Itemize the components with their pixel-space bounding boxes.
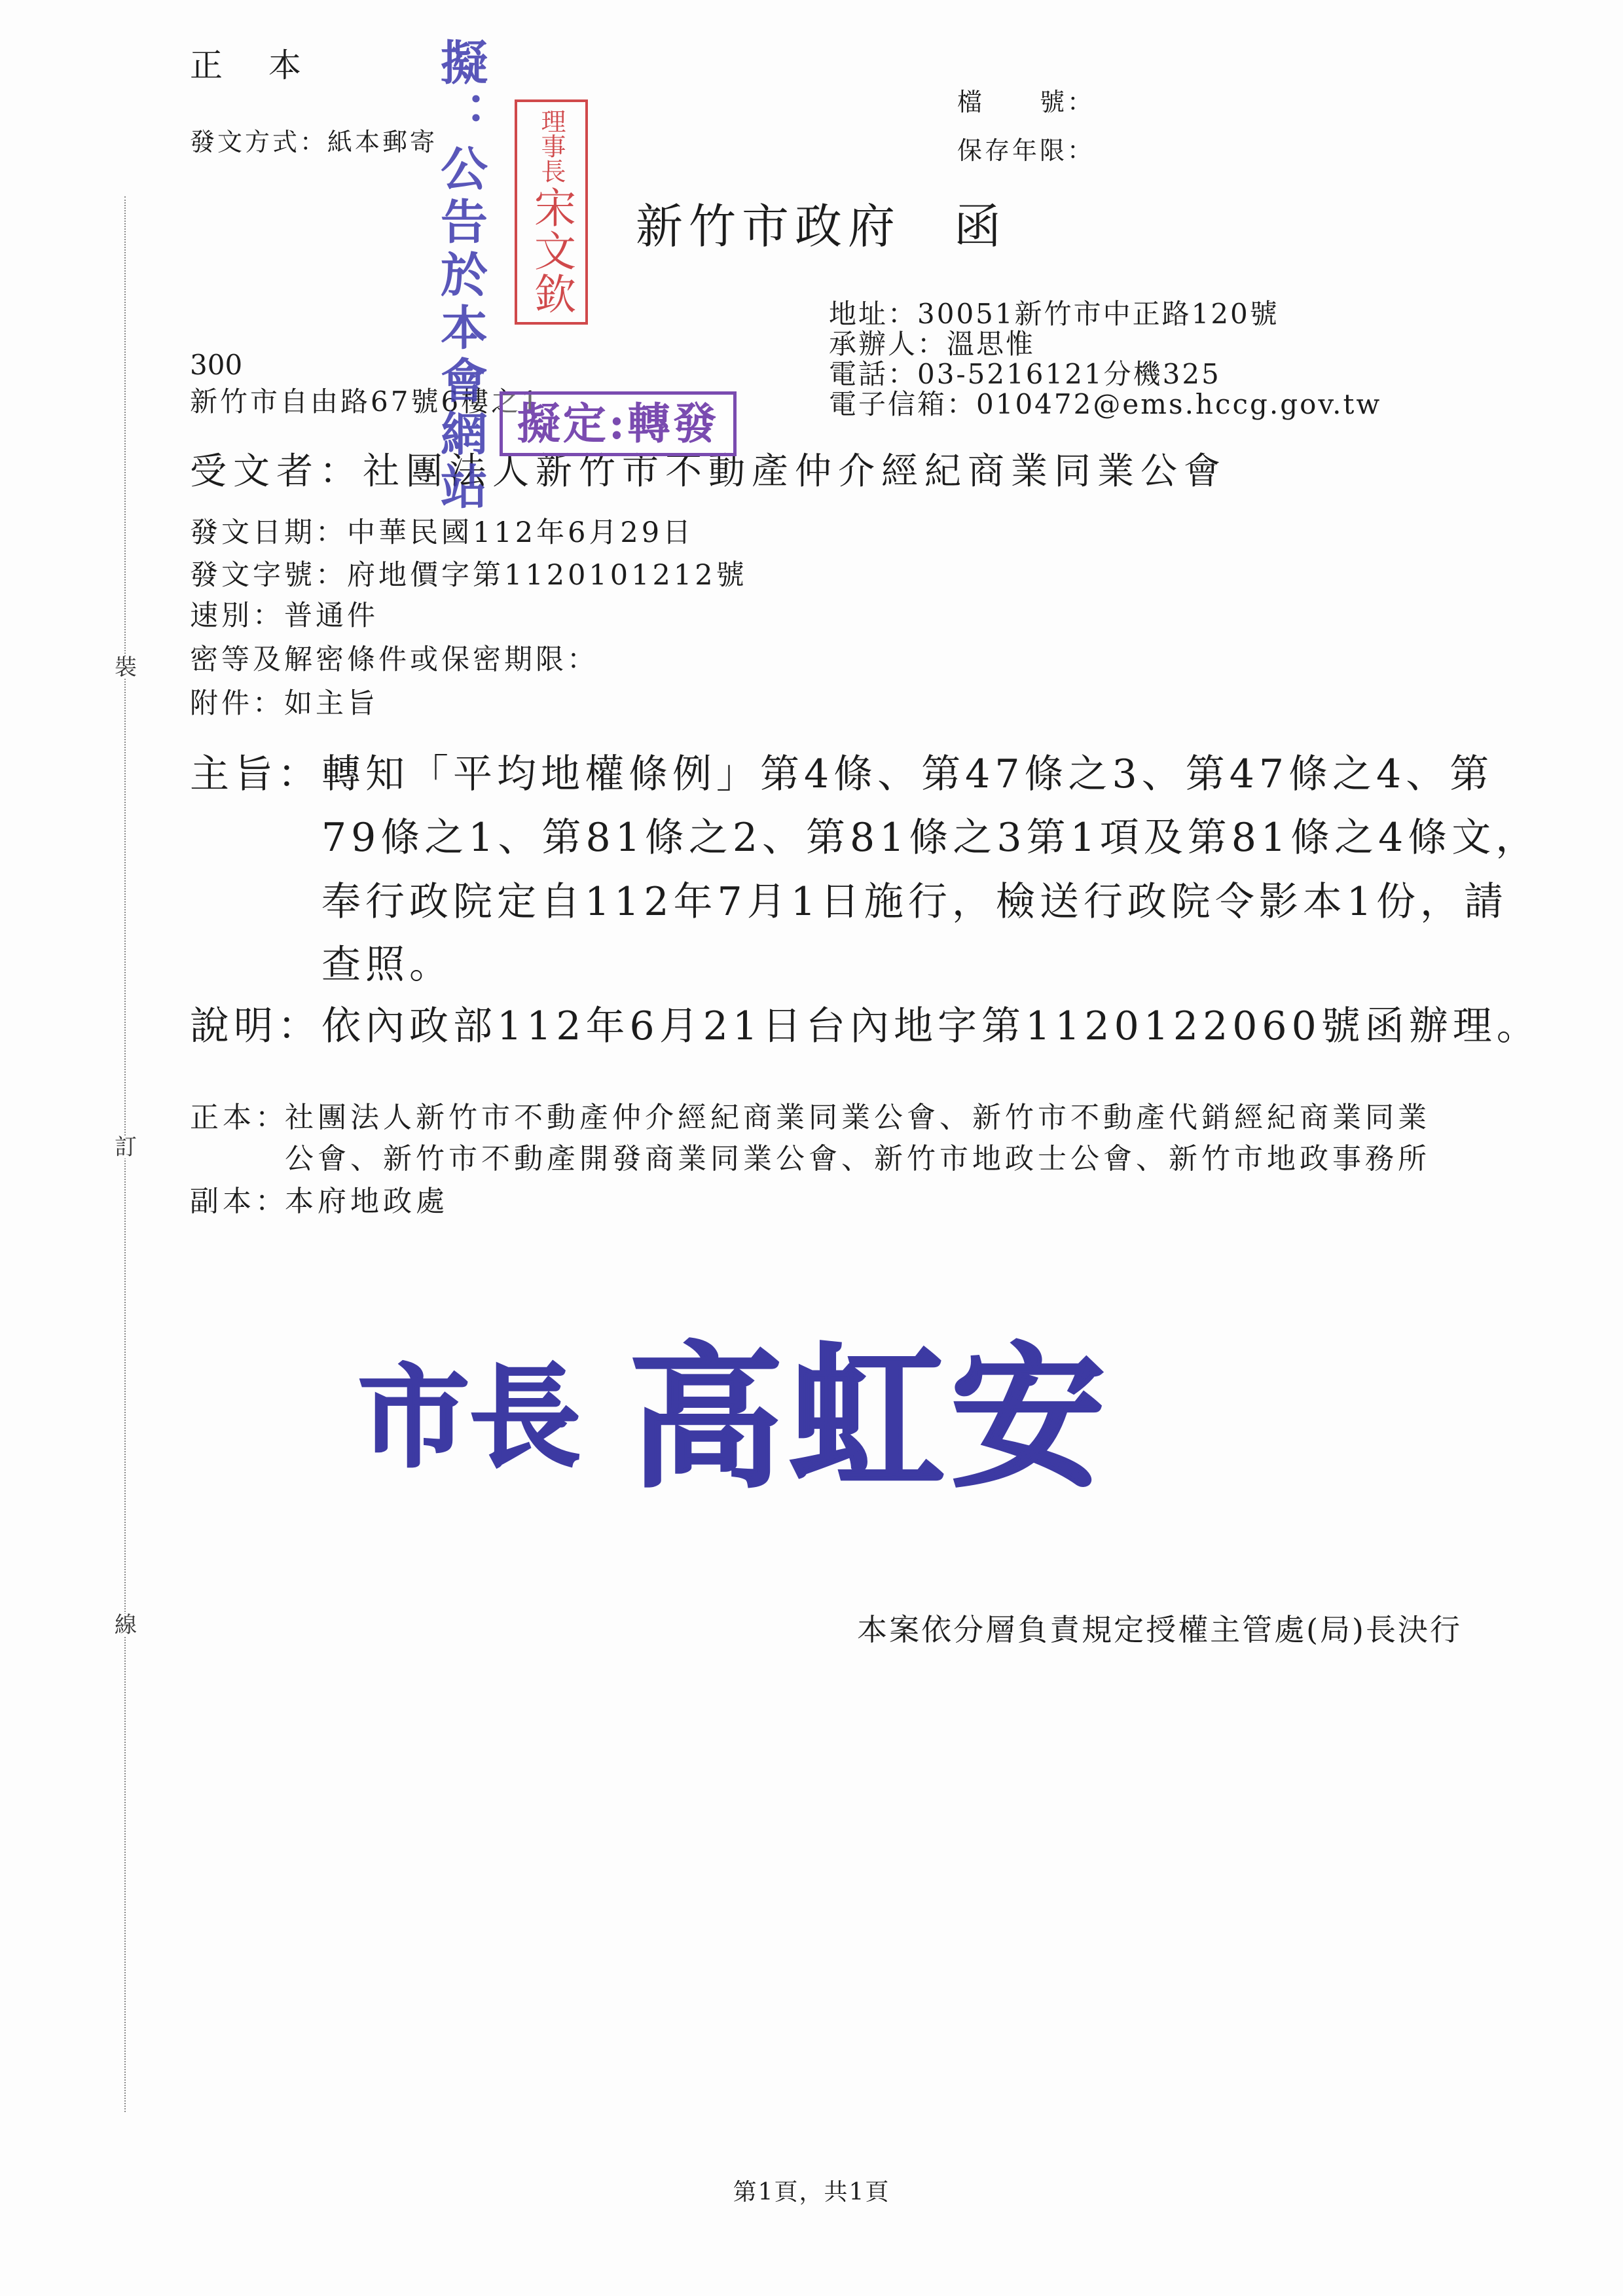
binding-mark-xian: 線 xyxy=(113,1614,139,1636)
subject-line: 轉知「平均地權條例」第4條、第47條之3、第47條之4、第 xyxy=(321,751,1494,797)
page-footer: 第1頁，共1頁 xyxy=(733,2179,890,2206)
dispatch-method: 發文方式：紙本郵寄 xyxy=(190,128,438,156)
subject-line: 奉行政院定自112年7月1日施行，檢送行政院令影本1份，請 xyxy=(321,879,1508,925)
draft-stamp: 擬定:轉發 xyxy=(500,391,737,456)
seal-name: 宋文欽 xyxy=(527,186,575,315)
sender-phone: 電話：03-5216121分機325 xyxy=(829,358,1221,390)
subject-label: 主旨： xyxy=(190,751,321,797)
recipient: 受文者：社團法人新竹市不動產仲介經紀商業同業公會 xyxy=(190,450,1227,493)
binding-mark-ding: 訂 xyxy=(113,1136,139,1158)
explanation-text: 依內政部112年6月21日台內地字第1120122060號函辦理。 xyxy=(321,1003,1541,1049)
copy-type-label: 正 本 xyxy=(190,46,308,84)
binding-mark-zhuang: 裝 xyxy=(113,656,139,679)
explanation-label: 說明： xyxy=(190,1003,321,1049)
file-number-label: 檔 號： xyxy=(957,88,1095,117)
subject-line: 79條之1、第81條之2、第81條之3第1項及第81條之4條文， xyxy=(321,815,1540,861)
retention-period-label: 保存年限： xyxy=(957,136,1095,165)
authorization-note: 本案依分層負責規定授權主管處(局)長決行 xyxy=(857,1612,1462,1647)
subject-line: 查照。 xyxy=(321,942,453,988)
copy-recipients: 本府地政處 xyxy=(285,1185,448,1218)
signature-name: 高虹安 xyxy=(629,1327,1112,1509)
sender-address: 地址：30051新竹市中正路120號 xyxy=(829,298,1279,330)
signature-title: 市長 xyxy=(358,1352,581,1483)
sender-contact: 承辦人：溫思惟 xyxy=(829,328,1036,360)
sender-email: 電子信箱：010472@ems.hccg.gov.tw xyxy=(829,388,1382,420)
chairman-seal xyxy=(515,99,588,325)
issue-date: 發文日期：中華民國112年6月29日 xyxy=(190,516,695,549)
document-title: 新竹市政府 函 xyxy=(636,199,1008,254)
handwritten-note: 擬：公告於本會網站 xyxy=(433,38,488,515)
copy-recipients-label: 副本： xyxy=(190,1185,288,1218)
seal-title: 理事長 xyxy=(537,109,566,183)
original-recipients-line: 社團法人新竹市不動產仲介經紀商業同業公會、新竹市不動產代銷經紀商業同業 xyxy=(285,1101,1431,1134)
attachment: 附件：如主旨 xyxy=(190,687,378,720)
issue-number: 發文字號：府地價字第1120101212號 xyxy=(190,559,748,592)
recipient-address: 新竹市自由路67號6樓之1 xyxy=(190,386,541,418)
priority: 速別：普通件 xyxy=(190,600,378,632)
original-recipients-line: 公會、新竹市不動產開發商業同業公會、新竹市地政士公會、新竹市地政事務所 xyxy=(285,1142,1431,1175)
original-recipients-label: 正本： xyxy=(190,1101,288,1134)
recipient-postcode: 300 xyxy=(190,349,243,381)
confidentiality: 密等及解密條件或保密期限： xyxy=(190,643,598,676)
sender-info xyxy=(829,299,1381,420)
